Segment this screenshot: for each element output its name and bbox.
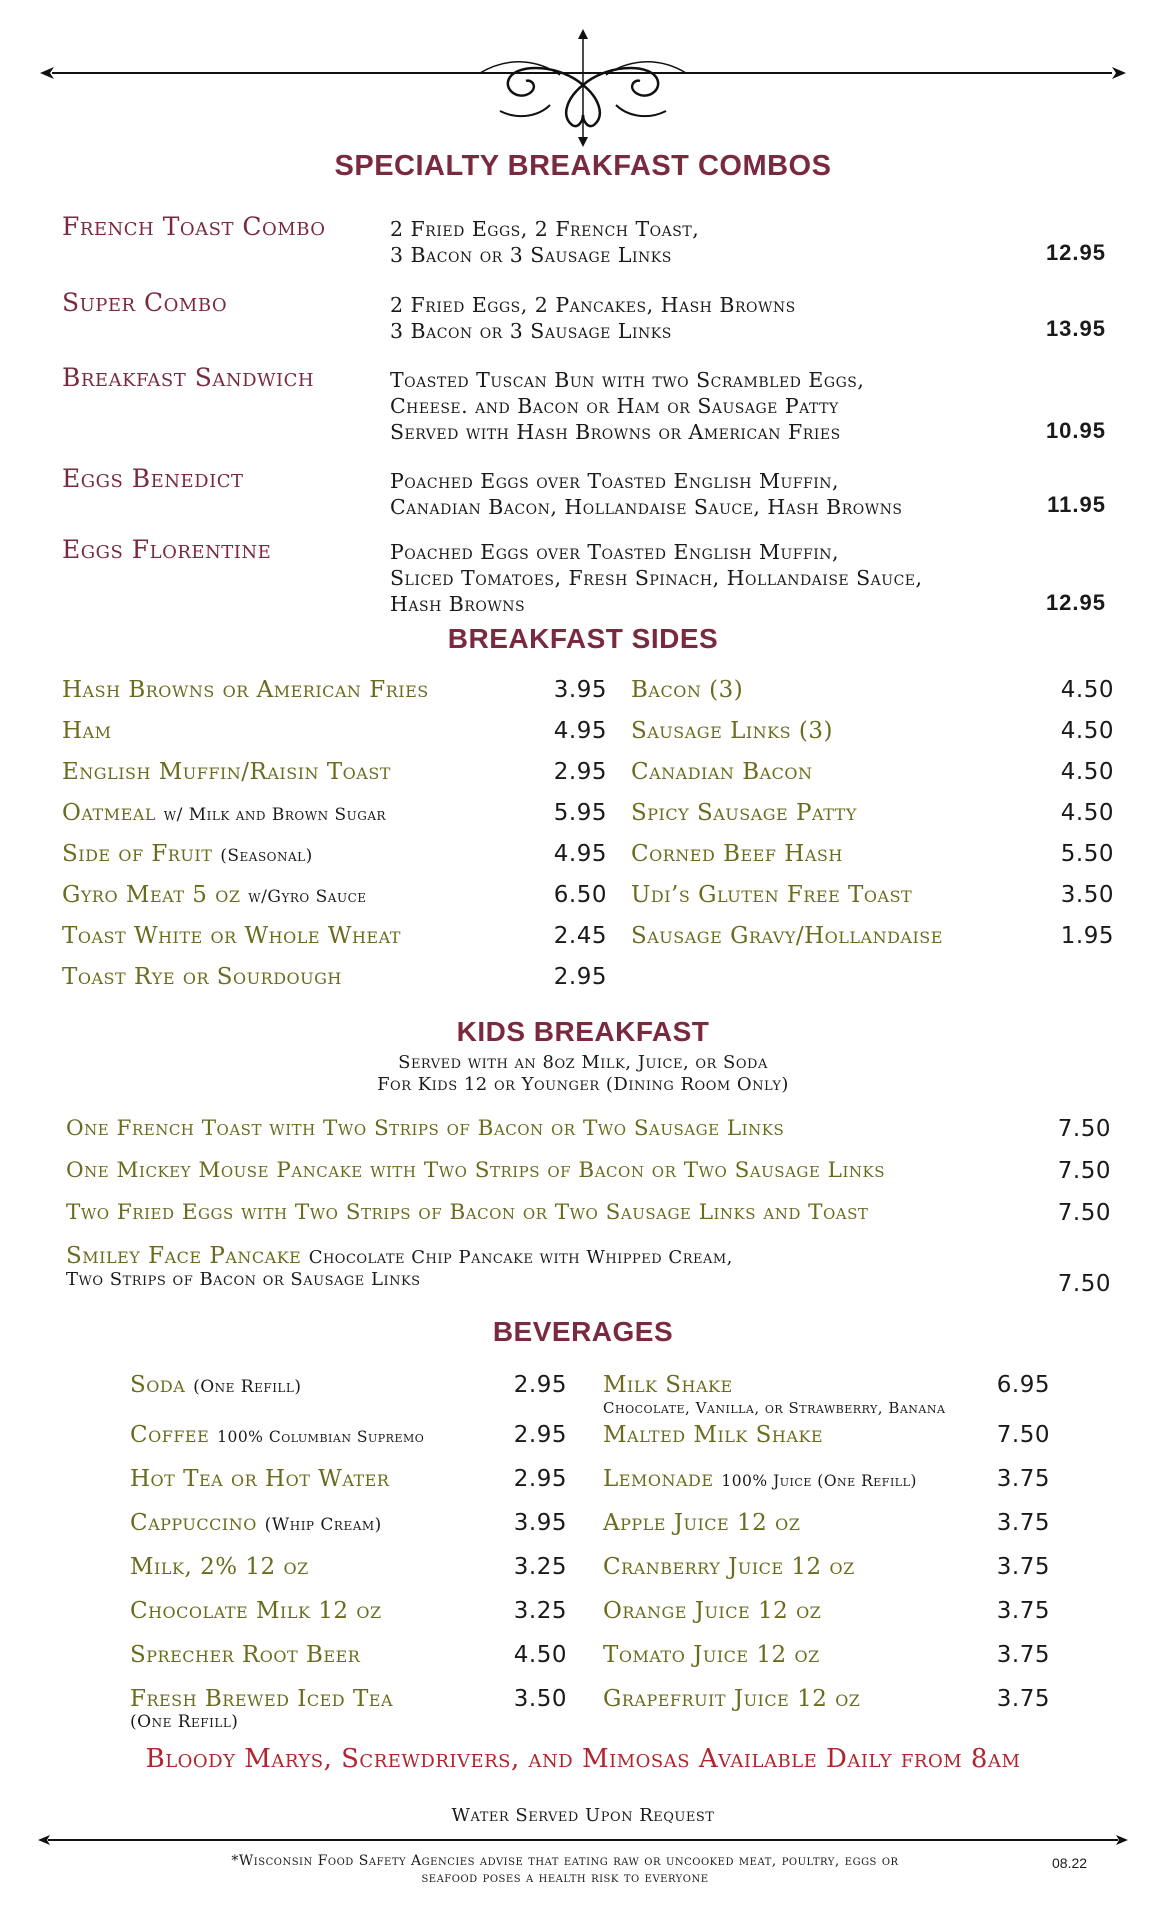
combo-price: 12.95 [1045, 590, 1106, 615]
shake-flavors: Chocolate, Vanilla, or Strawberry, Banana [603, 1399, 946, 1417]
beverage-price: 3.75 [996, 1686, 1050, 1712]
combo-name: Eggs Florentine [62, 535, 272, 564]
combo-price: 11.95 [1047, 492, 1106, 517]
side-name: Spicy Sausage Patty [631, 800, 857, 826]
beverage-price: 3.75 [996, 1510, 1050, 1536]
side-price: 4.95 [553, 718, 607, 744]
water-note: Water Served Upon Request [451, 1805, 715, 1826]
side-price: 4.50 [1060, 800, 1114, 826]
beverage-price: 7.50 [996, 1422, 1050, 1448]
beverage-name: Cappuccino (Whip Cream) [130, 1510, 382, 1536]
beverage-price: 3.75 [996, 1554, 1050, 1580]
combo-description: Poached Eggs over Toasted English Muffin, Sliced Tomatoes, Fresh Spinach, Hollandaise Sauce, Hash Browns [390, 540, 923, 616]
beverage-name: Sprecher Root Beer [130, 1642, 361, 1668]
kids-item-description: Chocolate Chip Pancake with Whipped Cream, [308, 1247, 733, 1268]
beverages-heading: BEVERAGES [492, 1316, 674, 1347]
kids-item [66, 1200, 1111, 1225]
beverage-price: 2.95 [513, 1372, 567, 1398]
beverage-price: 4.50 [513, 1642, 567, 1668]
side-price: 2.45 [553, 923, 607, 949]
beverage-name: Milk, 2% 12 oz [130, 1554, 309, 1580]
beverage-name: Fresh Brewed Iced Tea [130, 1686, 394, 1712]
kids-item [66, 1116, 1111, 1141]
beverage-name: Chocolate Milk 12 oz [130, 1598, 382, 1624]
kids-item-name: Two Fried Eggs with Two Strips of Bacon or Two Sausage Links and Toast [66, 1200, 869, 1225]
combo-name: French Toast Combo [62, 212, 326, 241]
beverage-price: 3.75 [996, 1642, 1050, 1668]
combo-price: 10.95 [1045, 418, 1106, 443]
scroll-flourish-icon [40, 25, 1126, 150]
combo-description: 2 Fried Eggs, 2 Pancakes, Hash Browns 3 Bacon or 3 Sausage Links [390, 293, 796, 343]
side-name: Ham [62, 718, 112, 744]
side-name: Bacon (3) [631, 677, 744, 703]
side-price: 6.50 [553, 882, 607, 908]
kids-item [66, 1243, 1111, 1299]
beverage-price: 3.95 [513, 1510, 567, 1536]
side-name: Gyro Meat 5 oz w/Gyro Sauce [62, 882, 367, 908]
kids-item-price: 7.50 [1057, 1271, 1111, 1297]
beverage-name: Tomato Juice 12 oz [603, 1642, 820, 1668]
kids-item [66, 1158, 1111, 1183]
kids-heading: KIDS BREAKFAST [456, 1016, 710, 1047]
combo-description: 2 Fried Eggs, 2 French Toast, 3 Bacon or 3 Sausage Links [390, 217, 700, 267]
beverage-name: Lemonade 100% Juice (One Refill) [603, 1466, 917, 1492]
combo-name: Super Combo [62, 288, 228, 317]
beverage-price: 3.75 [996, 1598, 1050, 1624]
kids-item-price: 7.50 [1057, 1200, 1111, 1226]
kids-item-name: One Mickey Mouse Pancake with Two Strips of Bacon or Two Sausage Links [66, 1158, 885, 1183]
beverage-name: Grapefruit Juice 12 oz [603, 1686, 861, 1712]
beverage-price: 6.95 [996, 1372, 1050, 1398]
sides-heading: BREAKFAST SIDES [447, 623, 719, 654]
side-price: 1.95 [1060, 923, 1114, 949]
side-name: Toast White or Whole Wheat [62, 923, 401, 949]
beverage-name: Hot Tea or Hot Water [130, 1466, 390, 1492]
arrow-line-icon [38, 1832, 1128, 1848]
side-price: 5.50 [1060, 841, 1114, 867]
side-name: Corned Beef Hash [631, 841, 843, 867]
side-name: Sausage Links (3) [631, 718, 833, 744]
side-name: Udi’s Gluten Free Toast [631, 882, 913, 908]
side-price: 2.95 [553, 759, 607, 785]
combo-name: Eggs Benedict [62, 464, 244, 493]
beverage-name: Milk Shake [603, 1372, 733, 1398]
kids-item-price: 7.50 [1057, 1116, 1111, 1142]
kids-item-name: One French Toast with Two Strips of Bacon or Two Sausage Links [66, 1116, 785, 1141]
beverage-name: Cranberry Juice 12 oz [603, 1554, 855, 1580]
beverage-price: 3.25 [513, 1554, 567, 1580]
side-name: Side of Fruit (Seasonal) [62, 841, 313, 867]
beverage-price: 3.75 [996, 1466, 1050, 1492]
side-name: Hash Browns or American Fries [62, 677, 429, 703]
side-price: 3.50 [1060, 882, 1114, 908]
side-price: 4.50 [1060, 718, 1114, 744]
side-price: 3.95 [553, 677, 607, 703]
side-price: 4.95 [553, 841, 607, 867]
combo-description: Poached Eggs over Toasted English Muffin, Canadian Bacon, Hollandaise Sauce, Hash Browns [390, 469, 903, 519]
iced-tea-note: (One Refill) [130, 1712, 239, 1732]
side-price: 5.95 [553, 800, 607, 826]
menu-version-code: 08.22 [1052, 1855, 1088, 1871]
beverage-price: 3.50 [513, 1686, 567, 1712]
kids-item-price: 7.50 [1057, 1158, 1111, 1184]
beverage-price: 3.25 [513, 1598, 567, 1624]
combo-price: 13.95 [1045, 316, 1106, 341]
kids-subtitle: Served with an 8oz Milk, Juice, or Soda [398, 1052, 768, 1073]
side-price: 4.50 [1060, 759, 1114, 785]
combos-heading: SPECIALTY BREAKFAST COMBOS [334, 150, 832, 182]
side-name: English Muffin/Raisin Toast [62, 759, 391, 785]
beverage-name: Orange Juice 12 oz [603, 1598, 822, 1624]
beverage-name: Coffee 100% Columbian Supremo [130, 1422, 425, 1448]
side-name: Oatmeal w/ Milk and Brown Sugar [62, 800, 387, 826]
kids-item-name: Smiley Face Pancake [66, 1243, 302, 1269]
beverage-name: Soda (One Refill) [130, 1372, 302, 1398]
side-name: Canadian Bacon [631, 759, 813, 785]
kids-subtitle: For Kids 12 or Younger (Dining Room Only) [377, 1074, 789, 1095]
combo-description: Toasted Tuscan Bun with two Scrambled Eggs, Cheese. and Bacon or Ham or Sausage Patty Served with Hash Browns or American Fries [390, 368, 865, 444]
beverage-name: Malted Milk Shake [603, 1422, 824, 1448]
combo-name: Breakfast Sandwich [62, 363, 315, 392]
bar-availability-note: Bloody Marys, Screwdrivers, and Mimosas Available Daily from 8am [145, 1744, 1021, 1774]
beverage-name: Apple Juice 12 oz [603, 1510, 801, 1536]
side-price: 2.95 [553, 964, 607, 990]
side-name: Toast Rye or Sourdough [62, 964, 342, 990]
beverage-price: 2.95 [513, 1422, 567, 1448]
kids-item-description: Two Strips of Bacon or Sausage Links [66, 1269, 421, 1290]
beverage-price: 2.95 [513, 1466, 567, 1492]
side-name: Sausage Gravy/Hollandaise [631, 923, 943, 949]
safety-disclaimer: *Wisconsin Food Safety Agencies advise that eating raw or uncooked meat, poultry, eggs or seafood poses a health risk to everyone [231, 1853, 899, 1886]
side-price: 4.50 [1060, 677, 1114, 703]
combo-price: 12.95 [1045, 240, 1106, 265]
